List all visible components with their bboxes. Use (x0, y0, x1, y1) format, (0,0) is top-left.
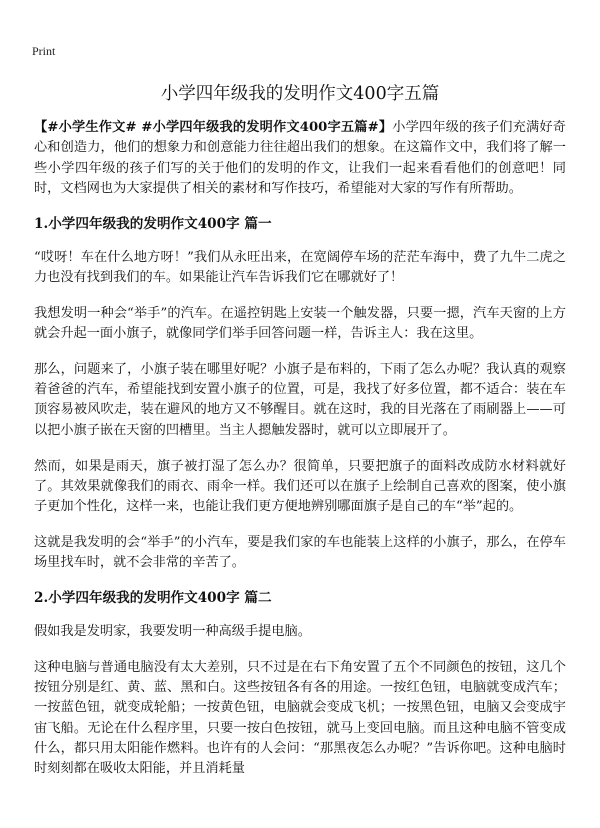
paragraph: 这种电脑与普通电脑没有太大差别，只不过是在右下角安置了五个不同颜色的按钮，这几个按钮分别是红、黄、蓝、黑和白。这些按钮各有各的用途。一按红色钮，电脑就变成汽车；一按蓝色钮，就变成轮船；一按黄色钮，电脑就会变成飞机；一按黑色钮，电脑又会变成宇宙飞船。无论在什么程序里，只要一按白色按钮，就马上变回电脑。而且这种电脑不管变成什么，都只用太阳能作燃料。也许有的人会问：“那黑夜怎么办呢？”告诉你吧。这种电脑时时刻刻都在吸收太阳能，并且消耗量 (34, 659, 566, 777)
paragraph: 这就是我发明的会“举手”的小汽车，要是我们家的车也能装上这样的小旗子，那么，在停车场里找车时，就不会非常的辛苦了。 (34, 534, 566, 571)
print-link[interactable]: Print (32, 44, 56, 58)
section-heading-2: 2.小学四年级我的发明作文400字 篇二 (34, 590, 272, 607)
paragraph: “哎呀！车在什么地方呀！”我们从永旺出来，在宽阔停车场的茫茫车海中，费了九牛二虎之力也没有找到我们的车。如果能让汽车告诉我们它在哪就好了！ (34, 249, 566, 285)
paragraph: 我想发明一种会“举手”的汽车。在遥控钥匙上安装一个触发器，只要一摁，汽车天窗的上方就会升起一面小旗子，就像同学们举手回答问题一样，告诉主人：我在这里。 (34, 305, 566, 342)
paragraph: 假如我是发明家，我要发明一种高级手提电脑。 (34, 624, 311, 640)
article-body (34, 118, 566, 795)
section-heading-1: 1.小学四年级我的发明作文400字 篇一 (34, 215, 272, 232)
paragraph: 那么，问题来了，小旗子装在哪里好呢？小旗子是布料的，下雨了怎么办呢？我认真的观察着爸爸的汽车，希望能找到安置小旗子的位置，可是，我找了好多位置，都不适合：装在车顶容易被风吹走，装在避风的地方又不够醒目。就在这时，我的目光落在了雨刷器上——可以把小旗子嵌在天窗的凹槽里。当主人摁触发器时，就可以立即展开了。 (34, 361, 566, 438)
page-title: 小学四年级我的发明作文400字五篇 (160, 84, 440, 104)
intro-text: 小学四年级的孩子们充满好奇心和创造力，他们的想象力和创意能力往往超出我们的想象。在这篇作文中，我们将了解一些小学四年级的孩子们写的关于他们的发明的作文，让我们一起来看看他们的创意吧！同时，文档网也为大家提供了相关的素材和写作技巧，希望能对大家的写作有所帮助。 (34, 120, 566, 196)
intro-paragraph (34, 118, 566, 199)
intro-tag: 【#小学生作文# #小学四年级我的发明作文400字五篇#】 (34, 120, 393, 135)
paragraph: 然而，如果是雨天，旗子被打湿了怎么办？很简单，只要把旗子的面料改成防水材料就好了。其效果就像我们的雨衣、雨伞一样。我们还可以在旗子上绘制自己喜欢的图案，使小旗子更加个性化，这样一来，也能让我们更方便地辨别哪面旗子是自己的车“举”起的。 (34, 458, 566, 515)
